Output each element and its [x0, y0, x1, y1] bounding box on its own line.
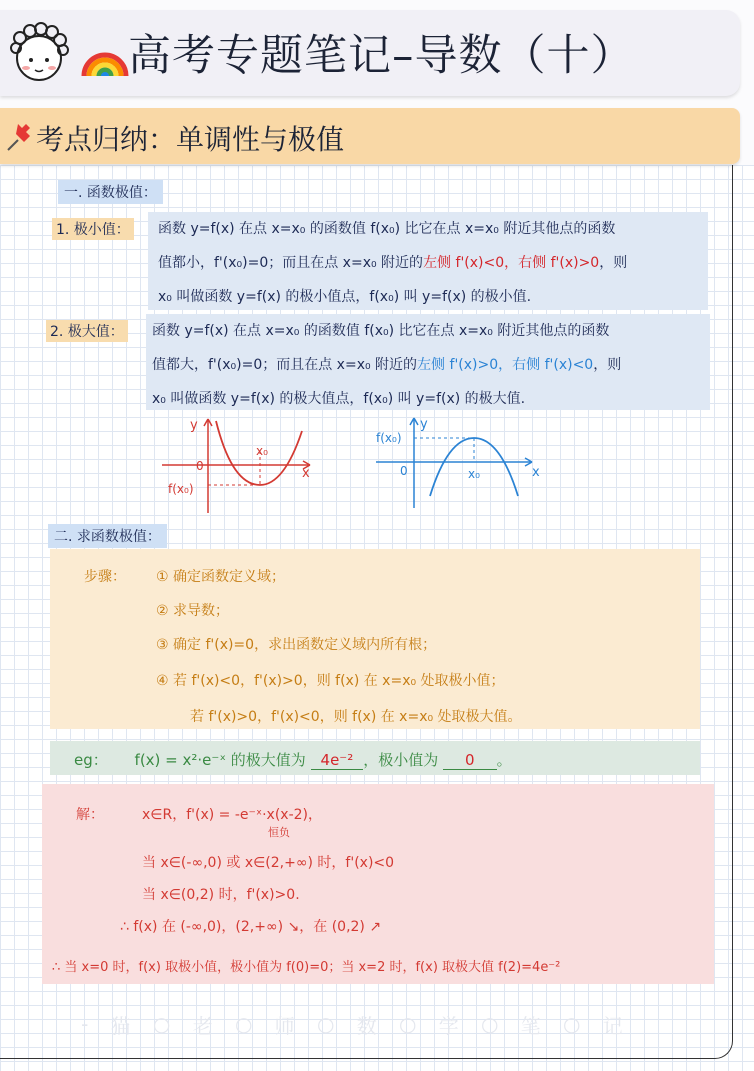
- graph-max-origin: 0: [400, 464, 408, 478]
- step-2: ② 求导数；: [156, 603, 230, 619]
- example-line: [74, 749, 512, 770]
- min-line-2: [158, 252, 627, 272]
- avatar-icon: [4, 18, 74, 88]
- watermark-char: -: [81, 1012, 89, 1036]
- solution-line-5: ∴ 当 x=0 时，f(x) 取极小值，极小值为 f(0)=0；当 x=2 时，f(x) 取极大值 f(2)=4e⁻²: [52, 960, 561, 975]
- max-line-3: x₀ 叫做函数 y=f(x) 的极大值点，f(x₀) 叫 y=f(x) 的极大值.: [152, 391, 526, 407]
- solution-line-1-note: 恒负: [268, 826, 290, 839]
- graph-min-origin: 0: [196, 459, 204, 473]
- step-4b: 若 f'(x)>0，f'(x)<0，则 f(x) 在 x=x₀ 处取极大值。: [190, 709, 522, 725]
- min-line-2c: ，则: [599, 255, 628, 271]
- min-line-2a: 值都小，f'(x₀)=0；而且在点 x=x₀ 附近的: [158, 255, 424, 271]
- max-label: 2. 极大值：: [46, 320, 128, 342]
- example-answer-min: 0: [443, 751, 497, 770]
- graph-local-min: [162, 415, 322, 515]
- graph-max-fx0: f(x₀): [376, 431, 402, 445]
- graph-max-y-label: y: [420, 417, 428, 432]
- min-line-1: 函数 y=f(x) 在点 x=x₀ 的函数值 f(x₀) 比它在点 x=x₀ 附近其他点的函数: [158, 221, 616, 237]
- watermark-char: 师: [274, 1013, 295, 1038]
- watermark-char: 记: [602, 1013, 623, 1038]
- example-tag: eg：: [74, 751, 108, 769]
- watermark-char: ○: [398, 1012, 417, 1036]
- min-label: 1. 极小值：: [52, 218, 134, 240]
- solution-label: 解：: [76, 807, 104, 823]
- watermark-char: ○: [563, 1012, 581, 1036]
- page-title: 高考专题笔记–导数（十）: [128, 31, 635, 81]
- step-1: ① 确定函数定义域；: [156, 569, 286, 585]
- heading-find-extrema: 二. 求函数极值：: [48, 524, 167, 548]
- min-line-3: x₀ 叫做函数 y=f(x) 的极小值点，f(x₀) 叫 y=f(x) 的极小值.: [158, 289, 532, 305]
- watermark-char: ○: [234, 1012, 253, 1036]
- example-text-a: f(x) = x²·e⁻ˣ 的极大值为: [134, 751, 306, 769]
- watermark-char: 学: [438, 1013, 459, 1038]
- solution-line-4: ∴ f(x) 在 (-∞,0)，(2,+∞) ↘，在 (0,2) ↗: [120, 919, 382, 935]
- watermark: [0, 1002, 754, 1046]
- graph-max-x0: x₀: [468, 467, 480, 481]
- graph-min-fx0: f(x₀): [168, 482, 194, 496]
- graph-min-y-label: y: [190, 418, 198, 433]
- step-4: ④ 若 f'(x)<0，f'(x)>0，则 f(x) 在 x=x₀ 处取极小值；: [156, 673, 505, 689]
- example-end: 。: [496, 751, 512, 769]
- max-line-2: [152, 354, 621, 374]
- graph-min-x-label: x: [302, 466, 310, 481]
- pushpin-icon: [4, 120, 38, 154]
- watermark-char: ○: [152, 1012, 171, 1036]
- watermark-char: 老: [192, 1013, 213, 1038]
- solution-line-2: 当 x∈(-∞,0) 或 x∈(2,+∞) 时，f'(x)<0: [142, 855, 395, 871]
- graph-min-x0: x₀: [256, 444, 268, 458]
- step-3: ③ 确定 f'(x)=0，求出函数定义域内所有根；: [156, 637, 437, 653]
- example-text-b: ，极小值为: [363, 751, 439, 769]
- watermark-char: ○: [316, 1012, 335, 1036]
- graph-max-x-label: x: [532, 465, 540, 480]
- solution-line-3: 当 x∈(0,2) 时，f'(x)>0.: [142, 887, 300, 903]
- section-title: 考点归纳：单调性与极值: [36, 123, 345, 156]
- watermark-char: 数: [356, 1013, 377, 1038]
- watermark-char: 猫: [110, 1013, 131, 1038]
- watermark-char: 笔: [520, 1013, 541, 1038]
- max-line-2c: ，则: [593, 357, 622, 373]
- rainbow-icon: [80, 30, 130, 80]
- solution-line-1: x∈R，f'(x) = -e⁻ˣ·x(x-2)，: [142, 807, 322, 823]
- max-line-1: 函数 y=f(x) 在点 x=x₀ 的函数值 f(x₀) 比它在点 x=x₀ 附近其他点的函数: [152, 323, 610, 339]
- example-answer-max: 4e⁻²: [311, 751, 364, 770]
- graph-local-max: [372, 412, 542, 512]
- min-condition: 左侧 f'(x)<0，右侧 f'(x)>0: [423, 255, 600, 271]
- watermark-char: ○: [480, 1012, 499, 1036]
- max-condition: 左侧 f'(x)>0，右侧 f'(x)<0: [417, 357, 594, 373]
- max-line-2a: 值都大，f'(x₀)=0；而且在点 x=x₀ 附近的: [152, 357, 418, 373]
- heading-extreme-values: 一. 函数极值：: [58, 180, 163, 204]
- steps-label: 步骤：: [84, 569, 126, 585]
